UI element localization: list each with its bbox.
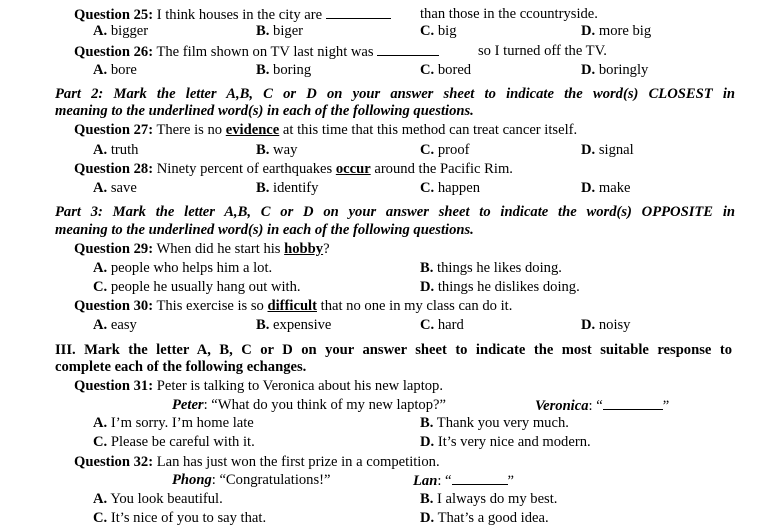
- section-3-heading-line-1: III. Mark the letter A, B, C or D on your answer sheet to indicate the most suitable response to: [55, 342, 732, 358]
- option-c: C. big: [420, 23, 457, 39]
- question-32-stem: Question 32: Lan has just won the first prize in a competition.: [74, 454, 440, 470]
- option-a: A. bigger: [93, 23, 149, 39]
- dialogue-line-lan: Lan: “ ”: [413, 473, 514, 489]
- speaker-name: Lan: [413, 473, 438, 489]
- option-b: B. Thank you very much.: [420, 415, 569, 431]
- option-a: A. people who helps him a lot.: [93, 260, 273, 276]
- section-3-heading-line-2: complete each of the following echanges.: [55, 359, 307, 375]
- answer-blank: [452, 472, 508, 485]
- option-c: C. It’s nice of you to say that.: [93, 510, 267, 526]
- option-a: A. I’m sorry. I’m home late: [93, 415, 254, 431]
- option-d: D. That’s a good idea.: [420, 510, 549, 526]
- option-d: D. noisy: [581, 317, 631, 333]
- option-b: B. biger: [256, 23, 304, 39]
- question-label: Question 32:: [74, 454, 154, 470]
- question-25-stem: Question 25: I think houses in the city are: [74, 6, 391, 24]
- option-a: A. save: [93, 180, 137, 196]
- option-b: B. identify: [256, 180, 319, 196]
- option-a: A. You look beautiful.: [93, 491, 223, 507]
- dialogue-line-peter: Peter: “What do you think of my new laptop?”: [172, 397, 446, 413]
- question-26-stem: Question 26: The film shown on TV last night was: [74, 43, 439, 61]
- option-d: D. It’s very nice and modern.: [420, 434, 591, 450]
- option-c: C. bored: [420, 62, 472, 78]
- question-27-stem: Question 27: There is no evidence at this time that this method can treat cancer itself.: [74, 122, 578, 138]
- underlined-word: evidence: [225, 122, 280, 138]
- option-b: B. I always do my best.: [420, 491, 558, 507]
- option-d: D. make: [581, 180, 631, 196]
- question-28-stem: Question 28: Ninety percent of earthquakes occur around the Pacific Rim.: [74, 161, 513, 177]
- dialogue-line-veronica: Veronica: “ ”: [535, 398, 670, 414]
- option-c: C. Please be careful with it.: [93, 434, 255, 450]
- question-label: Question 30:: [74, 298, 154, 314]
- part-2-heading-line-2: meaning to the underlined word(s) in each of the following questions.: [55, 103, 474, 119]
- option-a: A. easy: [93, 317, 137, 333]
- question-29-stem: Question 29: When did he start his hobby?: [74, 241, 330, 257]
- speaker-name: Veronica: [535, 398, 589, 414]
- question-label: Question 25:: [74, 7, 154, 23]
- question-label: Question 28:: [74, 161, 154, 177]
- part-2-heading-line-1: Part 2: Mark the letter A,B, C or D on your answer sheet to indicate the word(s) CLOSEST in: [55, 86, 735, 102]
- part-3-heading-line-1: Part 3: Mark the letter A,B, C or D on your answer sheet to indicate the word(s) OPPOSITE in: [55, 204, 735, 220]
- question-label: Question 26:: [74, 44, 154, 60]
- option-c: C. happen: [420, 180, 481, 196]
- option-a: A. truth: [93, 142, 139, 158]
- part-3-heading-line-2: meaning to the underlined word(s) in each of the following questions.: [55, 222, 474, 238]
- question-label: Question 31:: [74, 378, 154, 394]
- answer-blank: [326, 6, 391, 19]
- option-a: A. bore: [93, 62, 137, 78]
- option-d: D. things he dislikes doing.: [420, 279, 580, 295]
- option-c: C. hard: [420, 317, 464, 333]
- question-label: Question 29:: [74, 241, 154, 257]
- answer-blank: [377, 43, 439, 56]
- dialogue-line-phong: Phong: “Congratulations!”: [172, 472, 331, 488]
- question-31-stem: Question 31: Peter is talking to Veronica about his new laptop.: [74, 378, 443, 394]
- underlined-word: occur: [335, 161, 371, 177]
- option-c: C. people he usually hang out with.: [93, 279, 301, 295]
- option-d: D. more big: [581, 23, 652, 39]
- option-b: B. way: [256, 142, 298, 158]
- underlined-word: hobby: [284, 241, 324, 257]
- question-25-stem-end: than those in the ccountryside.: [420, 6, 598, 22]
- option-b: B. things he likes doing.: [420, 260, 562, 276]
- underlined-word: difficult: [267, 298, 317, 314]
- option-d: D. boringly: [581, 62, 649, 78]
- option-b: B. expensive: [256, 317, 332, 333]
- option-d: D. signal: [581, 142, 634, 158]
- speaker-name: Phong: [172, 472, 212, 488]
- question-26-stem-end: so I turned off the TV.: [478, 43, 607, 59]
- option-b: B. boring: [256, 62, 312, 78]
- question-30-stem: Question 30: This exercise is so difficult that no one in my class can do it.: [74, 298, 513, 314]
- speaker-name: Peter: [172, 397, 204, 413]
- answer-blank: [603, 397, 663, 410]
- option-c: C. proof: [420, 142, 470, 158]
- question-label: Question 27:: [74, 122, 154, 138]
